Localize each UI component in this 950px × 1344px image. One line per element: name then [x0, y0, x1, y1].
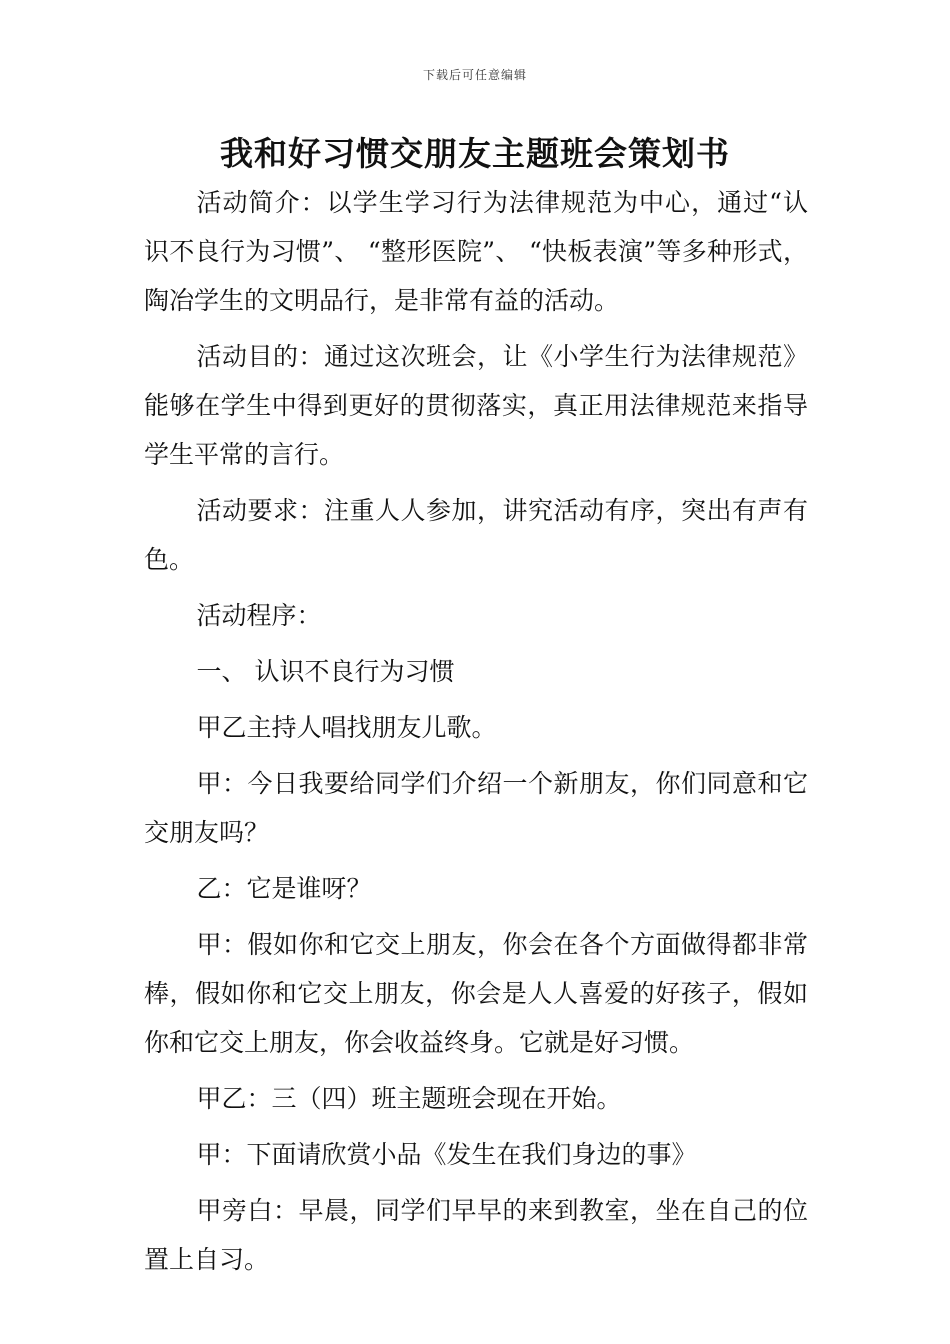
paragraph-activity-intro: 活动简介：以学生学习行为法律规范为中心，通过“认识不良行为习惯”、 “整形医院”、 “快板表演”等多种形式，陶冶学生的文明品行，是非常有益的活动。 — [144, 188, 808, 315]
paragraph-dialogue: 甲：今日我要给同学们介绍一个新朋友，你们同意和它交朋友吗？ — [144, 769, 808, 847]
paragraph-activity-requirement: 活动要求：注重人人参加，讲究活动有序，突出有声有色。 — [144, 496, 808, 574]
paragraph-activity-procedure: 活动程序： — [196, 601, 322, 630]
paragraph-activity-purpose: 活动目的：通过这次班会，让《小学生行为法律规范》能够在学生中得到更好的贯彻落实，真正用法律规范来指导学生平常的言行。 — [144, 342, 808, 469]
paragraph-dialogue: 甲：下面请欣赏小品《发生在我们身边的事》 — [196, 1140, 697, 1169]
paragraph-hosts-sing: 甲乙主持人唱找朋友儿歌。 — [196, 713, 497, 742]
document-body — [144, 178, 808, 1291]
paragraph-dialogue: 甲：假如你和它交上朋友，你会在各个方面做得都非常棒，假如你和它交上朋友，你会是人人喜爱的好孩子，假如你和它交上朋友，你会收益终身。它就是好习惯。 — [144, 930, 808, 1057]
paragraph-section-one: 一、 认识不良行为习惯 — [196, 657, 455, 686]
document-title: 我和好习惯交朋友主题班会策划书 — [220, 134, 730, 173]
paragraph-dialogue: 乙：它是谁呀？ — [196, 874, 372, 903]
paragraph-dialogue: 甲乙：三（四）班主题班会现在开始。 — [196, 1084, 622, 1113]
header-note: 下载后可任意编辑 — [422, 68, 527, 82]
paragraph-narration: 甲旁白：早晨，同学们早早的来到教室，坐在自己的位置上自习。 — [144, 1196, 808, 1274]
